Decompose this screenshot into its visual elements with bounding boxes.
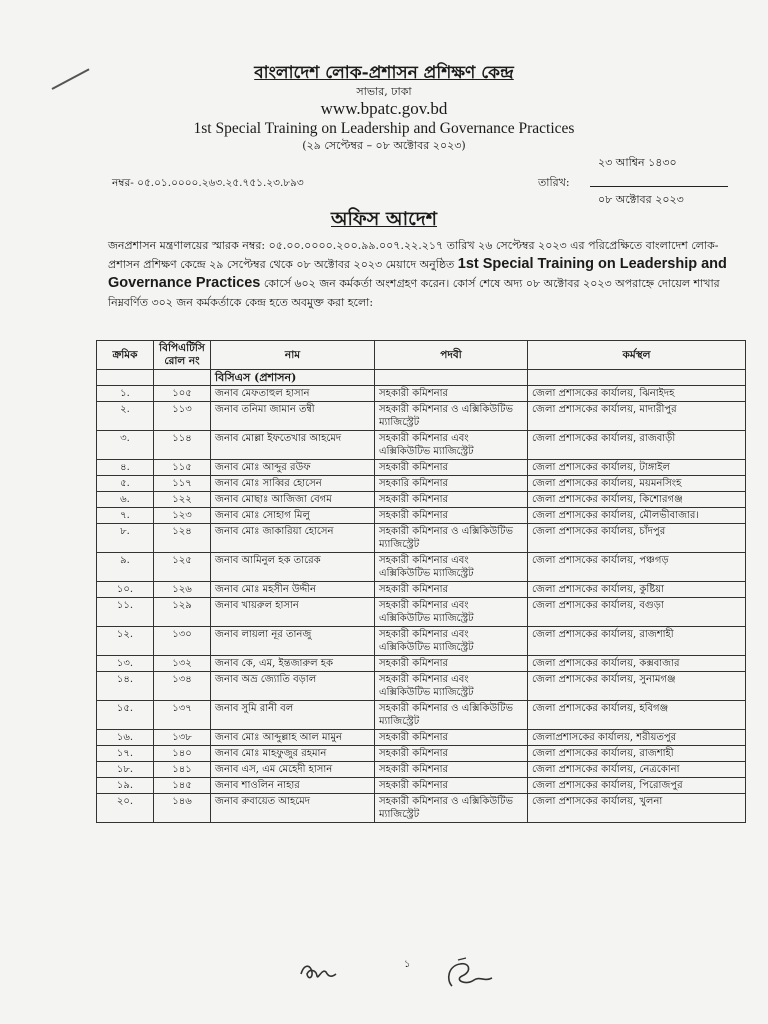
name-cell: জনাব অভ্র জ্যোতি বড়াল <box>211 672 375 701</box>
designation-cell: সহকারী কমিশনার ও এক্সিকিউটিভ ম্যাজিস্ট্রেট <box>375 794 528 823</box>
name-cell: জনাব মোঃ জাকারিয়া হোসেন <box>211 524 375 553</box>
serial-cell: ১২. <box>97 627 154 656</box>
designation-cell: সহকারী কমিশনার এবং এক্সিকিউটিভ ম্যাজিস্ট্রেট <box>375 627 528 656</box>
workplace-cell: জেলা প্রশাসকের কার্যালয়, মৌলভীবাজার। <box>528 508 746 524</box>
roll-cell: ১৩০ <box>154 627 211 656</box>
serial-cell: ৬. <box>97 492 154 508</box>
roll-cell: ১১৫ <box>154 460 211 476</box>
roll-cell: ১৪৬ <box>154 794 211 823</box>
designation-cell: সহকারী কমিশনার <box>375 778 528 794</box>
serial-cell: ১১. <box>97 598 154 627</box>
name-cell: জনাব এস, এম মেহেদী হাসান <box>211 762 375 778</box>
office-order-title <box>0 205 768 237</box>
header-name: নাম <box>211 341 375 370</box>
table-row <box>97 524 746 553</box>
workplace-cell: জেলা প্রশাসকের কার্যালয়, হবিগঞ্জ <box>528 701 746 730</box>
workplace-cell: জেলা প্রশাসকের কার্যালয়, কিশোরগঞ্জ <box>528 492 746 508</box>
workplace-cell: জেলা প্রশাসকের কার্যালয়, সুনামগঞ্জ <box>528 672 746 701</box>
workplace-cell: জেলা প্রশাসকের কার্যালয়, রাজবাড়ী <box>528 431 746 460</box>
name-cell: জনাব মোঃ আব্দুর রউফ <box>211 460 375 476</box>
roll-cell: ১৩২ <box>154 656 211 672</box>
group-empty-cell <box>528 370 746 386</box>
group-row <box>97 370 746 386</box>
designation-cell: সহকারী কমিশনার ও এক্সিকিউটিভ ম্যাজিস্ট্রেট <box>375 701 528 730</box>
course-title: 1st Special Training on Leadership and Governance Practices <box>193 120 575 137</box>
workplace-cell: জেলাপ্রশাসকের কার্যালয়, শরীয়তপুর <box>528 730 746 746</box>
serial-cell: ১০. <box>97 582 154 598</box>
name-cell: জনাব তনিমা জামান তন্বী <box>211 402 375 431</box>
name-cell: জনাব মোঃ সোহাগ মিলু <box>211 508 375 524</box>
signature-initial-right <box>440 956 498 992</box>
roll-cell: ১২৪ <box>154 524 211 553</box>
roll-cell: ১২৩ <box>154 508 211 524</box>
table-row <box>97 402 746 431</box>
serial-cell: ২০. <box>97 794 154 823</box>
name-cell: জনাব মোঃ আব্দুল্লাহ আল মামুন <box>211 730 375 746</box>
designation-cell: সহকারী কমিশনার <box>375 730 528 746</box>
serial-cell: ৫. <box>97 476 154 492</box>
order-text-part2: কোর্সে ৬০২ জন কর্মকর্তা অংশগ্রহণ করেন। কোর্স শেষে অদ্য ০৮ অক্টোবর ২০২৩ অপরাহ্নে দোয়েল শাখার নিম্নবর্ণিত ৩০২ জন কর্মকর্তাকে কেন্দ্র হতে অবমুক্ত করা হলো: <box>108 277 720 309</box>
roll-cell: ১৩৪ <box>154 672 211 701</box>
designation-cell: সহকারী কমিশনার <box>375 762 528 778</box>
table-body <box>97 370 746 823</box>
designation-cell: সহকারী কমিশনার এবং এক্সিকিউটিভ ম্যাজিস্ট্রেট <box>375 553 528 582</box>
serial-cell: ১. <box>97 386 154 402</box>
memo-date-gregorian: ০৮ অক্টোবর ২০২৩ <box>598 193 684 206</box>
workplace-cell: জেলা প্রশাসকের কার্যালয়, রাজশাহী <box>528 627 746 656</box>
serial-cell: ১৯. <box>97 778 154 794</box>
serial-cell: ৭. <box>97 508 154 524</box>
table-row <box>97 746 746 762</box>
name-cell: জনাব মোছাঃ আজিজা বেগম <box>211 492 375 508</box>
designation-cell: সহকারী কমিশনার <box>375 582 528 598</box>
name-cell: জনাব শাওলিন নাহার <box>211 778 375 794</box>
name-cell: জনাব কে, এম, ইন্তজারুল হক <box>211 656 375 672</box>
letterhead <box>0 62 768 154</box>
header-roll: বিপিএটিসি রোল নং <box>154 341 211 370</box>
group-empty-cell <box>97 370 154 386</box>
workplace-cell: জেলা প্রশাসকের কার্যালয়, রাজশাহী <box>528 746 746 762</box>
roll-cell: ১২৯ <box>154 598 211 627</box>
designation-cell: সহকারী কমিশনার এবং এক্সিকিউটিভ ম্যাজিস্ট্রেট <box>375 431 528 460</box>
header-designation: পদবী <box>375 341 528 370</box>
serial-cell: ৮. <box>97 524 154 553</box>
table-row <box>97 598 746 627</box>
workplace-cell: জেলা প্রশাসকের কার্যালয়, নেত্রকোনা <box>528 762 746 778</box>
table-row <box>97 627 746 656</box>
serial-cell: ১৮. <box>97 762 154 778</box>
organization-location: সাভার, ঢাকা <box>356 85 412 98</box>
designation-cell: সহকারি কমিশনার <box>375 476 528 492</box>
date-divider <box>590 186 728 187</box>
designation-cell: সহকারী কমিশনার ও এক্সিকিউটিভ ম্যাজিস্ট্রেট <box>375 524 528 553</box>
roll-cell: ১৩৭ <box>154 701 211 730</box>
designation-cell: সহকারী কমিশনার এবং এক্সিকিউটিভ ম্যাজিস্ট্রেট <box>375 598 528 627</box>
table-row <box>97 672 746 701</box>
roll-cell: ১৪০ <box>154 746 211 762</box>
table-row <box>97 762 746 778</box>
designation-cell: সহকারী কমিশনার ও এক্সিকিউটিভ ম্যাজিস্ট্রেট <box>375 402 528 431</box>
table-row <box>97 701 746 730</box>
order-course-highlight: 1st Special Training on Leadership and Governance Practices <box>108 256 727 291</box>
name-cell: জনাব মেফতাহুল হাসান <box>211 386 375 402</box>
roll-cell: ১২২ <box>154 492 211 508</box>
group-empty-cell <box>375 370 528 386</box>
workplace-cell: জেলা প্রশাসকের কার্যালয়, বগুড়া <box>528 598 746 627</box>
serial-cell: ২. <box>97 402 154 431</box>
name-cell: জনাব লায়লা নূর তানজু <box>211 627 375 656</box>
serial-cell: ১৩. <box>97 656 154 672</box>
roll-cell: ১২৬ <box>154 582 211 598</box>
officer-list-table <box>96 340 746 823</box>
workplace-cell: জেলা প্রশাসকের কার্যালয়, খুলনা <box>528 794 746 823</box>
workplace-cell: জেলা প্রশাসকের কার্যালয়, ঝিনাইদহ <box>528 386 746 402</box>
roll-cell: ১১৭ <box>154 476 211 492</box>
table-row <box>97 431 746 460</box>
table-row <box>97 508 746 524</box>
workplace-cell: জেলা প্রশাসকের কার্যালয়, পিরোজপুর <box>528 778 746 794</box>
table-row <box>97 553 746 582</box>
organization-name: বাংলাদেশ লোক-প্রশাসন প্রশিক্ষণ কেন্দ্র <box>254 63 514 83</box>
designation-cell: সহকারী কমিশনার <box>375 460 528 476</box>
workplace-cell: জেলা প্রশাসকের কার্যালয়, চাঁদপুর <box>528 524 746 553</box>
name-cell: জনাব সুমি রানী বল <box>211 701 375 730</box>
group-empty-cell <box>154 370 211 386</box>
designation-cell: সহকারী কমিশনার <box>375 492 528 508</box>
table-header-row <box>97 341 746 370</box>
roll-cell: ১১৪ <box>154 431 211 460</box>
group-label: বিসিএস (প্রশাসন) <box>211 370 375 386</box>
header-serial: ক্রমিক <box>97 341 154 370</box>
name-cell: জনাব মোঃ মহসীন উদ্দীন <box>211 582 375 598</box>
page-number: ১ <box>404 959 411 970</box>
designation-cell: সহকারী কমিশনার এবং এক্সিকিউটিভ ম্যাজিস্ট্রেট <box>375 672 528 701</box>
designation-cell: সহকারী কমিশনার <box>375 386 528 402</box>
signature-initial-left <box>298 962 340 984</box>
workplace-cell: জেলা প্রশাসকের কার্যালয়, মাদারীপুর <box>528 402 746 431</box>
table-row <box>97 794 746 823</box>
table-row <box>97 492 746 508</box>
roll-cell: ১০৫ <box>154 386 211 402</box>
roll-cell: ১৪১ <box>154 762 211 778</box>
serial-cell: ৪. <box>97 460 154 476</box>
name-cell: জনাব মোঃ সাব্বির হোসেন <box>211 476 375 492</box>
name-cell: জনাব খায়রুল হাসান <box>211 598 375 627</box>
header-workplace: কর্মস্থল <box>528 341 746 370</box>
table-row <box>97 476 746 492</box>
memo-date-bangla: ২৩ আশ্বিন ১৪৩০ <box>598 156 677 169</box>
roll-cell: ১৪৫ <box>154 778 211 794</box>
serial-cell: ৩. <box>97 431 154 460</box>
serial-cell: ১৪. <box>97 672 154 701</box>
roll-cell: ১২৫ <box>154 553 211 582</box>
order-text-part1: জনপ্রশাসন মন্ত্রণালয়ের স্মারক নম্বর: ০৫.০০.০০০০.২০০.৯৯.০০৭.২২.২১৭ তারিখ ২৬ সেপ্টেম্বর ২০২৩ এর পরিপ্রেক্ষিতে বাংলাদেশ লোক-প্রশাসন প্রশিক্ষণ কেন্দ্রে ২৯ সেপ্টেম্বর থেকে ০৮ অক্টোবর ২০২৩ মেয়াদে অনুষ্ঠিত <box>108 239 719 271</box>
serial-cell: ৯. <box>97 553 154 582</box>
memo-number: নম্বর- ০৫.০১.০০০০.২৬৩.২৫.৭৫১.২৩.৮৯৩ <box>112 177 304 189</box>
table-row <box>97 582 746 598</box>
roll-cell: ১৩৮ <box>154 730 211 746</box>
serial-cell: ১৭. <box>97 746 154 762</box>
workplace-cell: জেলা প্রশাসকের কার্যালয়, টাঙ্গাইল <box>528 460 746 476</box>
workplace-cell: জেলা প্রশাসকের কার্যালয়, পঞ্চগড় <box>528 553 746 582</box>
name-cell: জনাব মোল্লা ইফতেখার আহমেদ <box>211 431 375 460</box>
designation-cell: সহকারী কমিশনার <box>375 656 528 672</box>
table-row <box>97 460 746 476</box>
table-row <box>97 386 746 402</box>
roll-cell: ১১৩ <box>154 402 211 431</box>
order-paragraph <box>108 236 733 312</box>
memo-date-label: তারিখ: <box>538 176 570 189</box>
designation-cell: সহকারী কমিশনার <box>375 746 528 762</box>
table-row <box>97 778 746 794</box>
designation-cell: সহকারী কমিশনার <box>375 508 528 524</box>
name-cell: জনাব আমিনুল হক তারেক <box>211 553 375 582</box>
course-dates: (২৯ সেপ্টেম্বর – ০৮ অক্টোবর ২০২৩) <box>302 139 466 152</box>
workplace-cell: জেলা প্রশাসকের কার্যালয়, ময়মনসিংহ <box>528 476 746 492</box>
workplace-cell: জেলা প্রশাসকের কার্যালয়, কক্সবাজার <box>528 656 746 672</box>
serial-cell: ১৬. <box>97 730 154 746</box>
table-row <box>97 730 746 746</box>
workplace-cell: জেলা প্রশাসকের কার্যালয়, কুষ্টিয়া <box>528 582 746 598</box>
website: www.bpatc.gov.bd <box>320 99 448 118</box>
table-row <box>97 656 746 672</box>
office-order-title-text: অফিস আদেশ <box>331 208 437 230</box>
name-cell: জনাব রুবায়েত আহমেদ <box>211 794 375 823</box>
serial-cell: ১৫. <box>97 701 154 730</box>
name-cell: জনাব মোঃ মাহফুজুর রহমান <box>211 746 375 762</box>
